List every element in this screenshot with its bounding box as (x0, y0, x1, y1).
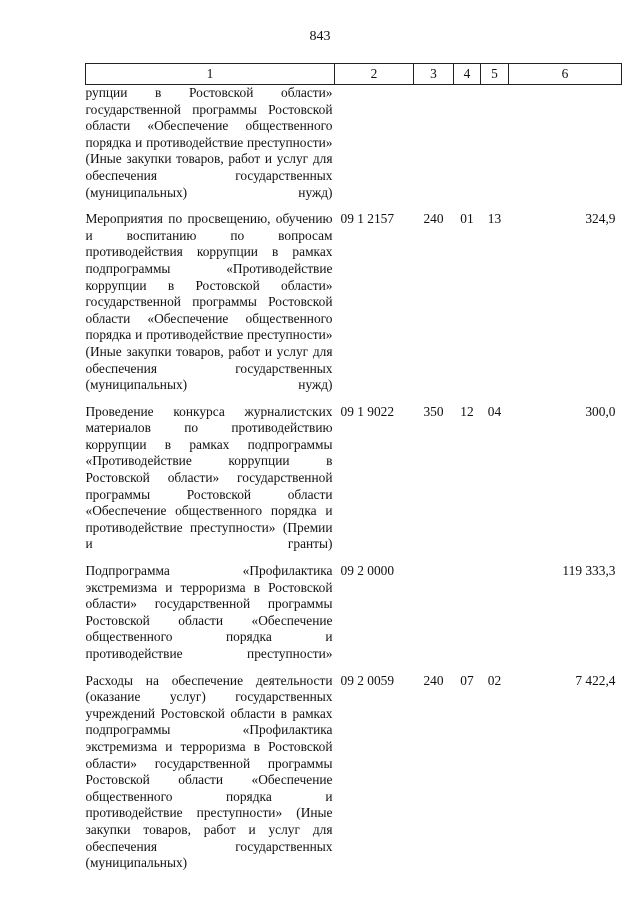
row-description: Расходы на обеспечение деятельности (оказание услуг) государственных учреждений Ростовской области в рамках подпрограммы «Профилактика экстремизма и терроризма в Ростовской области» государственной программы Ростовской области «Обеспечение общественного порядка и противодействие преступности» (Иные закупки товаров, работ и услуг для обеспечения государственных (муниципальных) (85, 672, 333, 871)
row-expense-type: 240 (423, 672, 444, 688)
table-row (86, 663, 622, 872)
row-amount: 119 333,3 (562, 563, 616, 579)
header-col-4: 4 (454, 64, 481, 85)
row-subsection (481, 553, 509, 663)
row-expense-type: 240 (423, 211, 444, 227)
budget-table (85, 63, 622, 872)
row-amount: 7 422,4 (575, 672, 616, 688)
row-description: рупции в Ростовской области» государственной программы Ростовской области «Обеспечение общественного порядка и противодействие преступности» (Иные закупки товаров, работ и услуг для обеспечения государственных (муниципальных) нужд) (85, 85, 333, 200)
row-target-code: 09 1 9022 (340, 403, 395, 419)
row-target-code: 09 2 0059 (340, 672, 395, 688)
header-col-6: 6 (509, 64, 622, 85)
row-amount: 300,0 (585, 403, 616, 419)
row-amount: 324,9 (585, 211, 616, 227)
table-row (86, 553, 622, 663)
header-col-2: 2 (335, 64, 414, 85)
row-expense-type: 350 (423, 403, 444, 419)
header-col-1: 1 (86, 64, 335, 85)
table-row (86, 201, 622, 394)
table-row (86, 85, 622, 202)
table-row (86, 394, 622, 553)
row-target-code (335, 85, 414, 202)
row-description: Подпрограмма «Профилактика экстремизма и терроризма в Ростовской области» государственной программы Ростовской области «Обеспечение общественного порядка и противодействие преступности» (85, 563, 333, 661)
row-subsection (481, 85, 509, 202)
row-section: 01 (460, 211, 474, 227)
row-section (454, 553, 481, 663)
row-subsection: 02 (487, 672, 502, 688)
row-target-code: 09 1 2157 (340, 211, 395, 227)
row-expense-type (414, 85, 454, 202)
row-amount (509, 85, 622, 202)
row-subsection: 04 (487, 403, 502, 419)
page-number: 843 (309, 29, 331, 44)
row-target-code: 09 2 0000 (340, 563, 395, 579)
row-section: 07 (460, 672, 474, 688)
row-section: 12 (460, 403, 474, 419)
row-section (454, 85, 481, 202)
table-header-row (86, 64, 622, 85)
header-col-5: 5 (481, 64, 509, 85)
header-col-3: 3 (414, 64, 454, 85)
row-description: Мероприятия по просвещению, обучению и воспитанию по вопросам противодействия коррупции в рамках подпрограммы «Противодействие коррупции в Ростовской области» государственной программы Ростовской области «Обеспечение общественного порядка и противодействие преступности» (Иные закупки товаров, работ и услуг для обеспечения государственных (муниципальных) нужд) (85, 211, 333, 393)
row-description: Проведение конкурса журналистских материалов по противодействию коррупции в рамках подпрограммы «Противодействие коррупции в Ростовской области» государственной программы Ростовской области «Обеспечение общественного порядка и противодействие преступности» (Премии и гранты) (85, 403, 333, 552)
row-subsection: 13 (487, 211, 502, 227)
row-expense-type (414, 553, 454, 663)
